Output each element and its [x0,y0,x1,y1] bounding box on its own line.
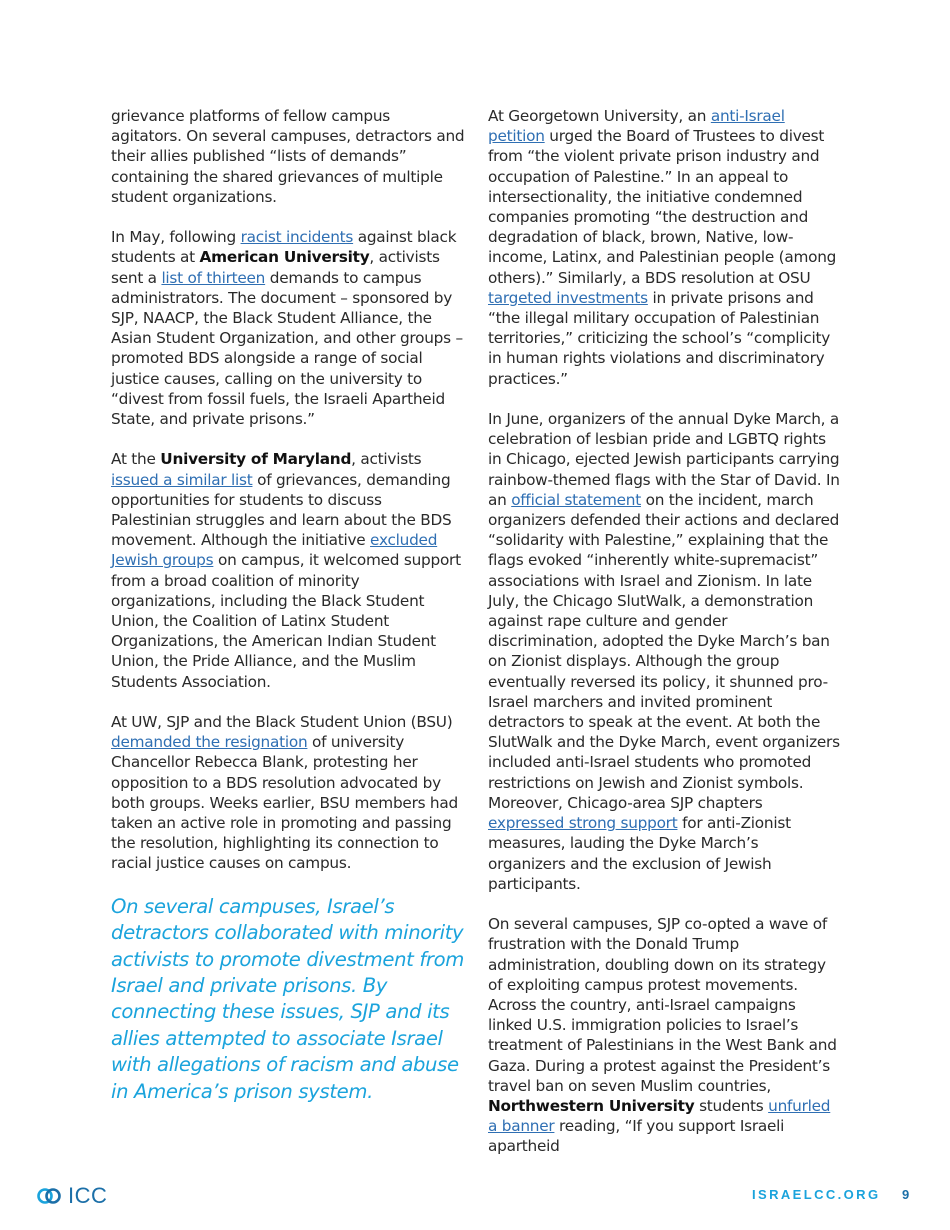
paragraph-text: grievance platforms of fellow campus agitators. On several campuses, detractors and their allies published “lists of demands” containing the shared grievances of multiple student organizations. [111,107,465,206]
bold-institution: American University [199,248,370,267]
pull-quote: On several campuses, Israel’s detractors collaborated with minority activists to promote divestment from Israel and private prisons. By connecting these issues, SJP and its allies attempted to associate Israel with allegations of racism and abuse in America’s prison system. [111,894,465,1103]
paragraph-text: on campus, it welcomed support from a broad coalition of minority organizations, including the Black Student Union, the Coalition of Latinx Student Organizations, the American Indian Student Union, the Pride Alliance, and the Muslim Students Association. [111,551,461,691]
link-list-of-thirteen[interactable]: list of thirteen [161,268,266,287]
paragraph-text: in private prisons and “the illegal military occupation of Palestinian territories,” criticizing the school’s “complicity in human rights violations and discriminatory practices.” [488,288,831,388]
paragraph-text: At Georgetown University, an [488,107,711,125]
paragraph-text: , activists [351,450,422,469]
paragraph-text: At the [111,450,161,469]
paragraph-text: students [694,1096,769,1115]
paragraph-text: against black students at [111,228,457,267]
paragraph [488,914,840,1156]
link-excluded-jewish-groups[interactable]: excluded Jewish groups [111,531,438,570]
left-column [111,106,465,1105]
paragraph-text: At UW, SJP and the Black Student Union (BSU) [111,713,453,732]
link-racist-incidents[interactable]: racist incidents [240,228,354,247]
link-targeted-investments[interactable]: targeted investments [488,288,648,307]
paragraph [111,227,465,429]
paragraph [488,106,840,389]
page-number: 9 [902,1187,910,1202]
footer-logo [36,1183,107,1209]
paragraph-text: urged the Board of Trustees to divest from “the violent private prison industry and occupation of Palestine.” In an appeal to intersectionality, the initiative condemned companies promoting “the destruction and degradation of black, brown, Native, low-income, Latinx, and Palestinian people (among others).” Similarly, a BDS resolution at OSU [488,127,837,287]
paragraph-text: of university Chancellor Rebecca Blank, protesting her opposition to a BDS resolution advocated by both groups. Weeks earlier, BSU members had taken an active role in promoting and passing the resolution, highlighting its connection to racial justice causes on campus. [111,733,458,873]
link-official-statement[interactable]: official statement [511,490,641,509]
bold-institution: University of Maryland [160,450,352,469]
footer-url[interactable]: ISRAELCC.ORG [752,1187,881,1202]
paragraph [111,449,465,691]
link-anti-israel-petition[interactable]: anti-Israel petition [488,107,785,146]
paragraph-text: , activists sent a [111,248,440,287]
paragraph [488,409,840,894]
paragraph-text: for anti-Zionist measures, lauding the Dyke March’s organizers and the exclusion of Jewish participants. [488,814,791,893]
bold-institution: Northwestern University [488,1096,695,1115]
paragraph-text: In May, following [111,228,241,247]
right-column [488,106,840,1177]
link-issued-similar-list[interactable]: issued a similar list [111,470,253,489]
paragraph-text: demands to campus administrators. The document – sponsored by SJP, NAACP, the Black Student Alliance, the Asian Student Organization, and other groups – promoted BDS alongside a range of social justice causes, calling on the university to “divest from fossil fuels, the Israeli Apartheid State, and private prisons.” [111,268,463,429]
paragraph-text: reading, “If you support Israeli apartheid [488,1117,785,1156]
logo-text: ICC [68,1183,108,1208]
paragraph [111,106,465,207]
link-expressed-strong-support[interactable]: expressed strong support [488,814,678,833]
paragraph-text: on the incident, march organizers defended their actions and declared “solidarity with Palestine,” explaining that the flags evoked “inherently white-supremacist” associations with Israel and Zionism. In late July, the Chicago SlutWalk, a demonstration against rape culture and gender discrimination, adopted the Dyke March’s ban on Zionist displays. Although the group eventually reversed its policy, it shunned pro-Israel marchers and invited prominent detractors to speak at the event. At both the SlutWalk and the Dyke March, event organizers included anti-Israel students who promoted restrictions on Jewish and Zionist symbols. Moreover, Chicago-area SJP chapters [488,490,840,812]
paragraph-text: of grievances, demanding opportunities for students to discuss Palestinian struggles and learn about the BDS movement. Although the initiative [111,470,452,550]
link-demanded-resignation[interactable]: demanded the resignation [111,733,308,752]
icc-logo-icon [36,1187,62,1205]
link-unfurled-banner[interactable]: unfurled a banner [488,1096,831,1136]
paragraph-text: On several campuses, SJP co-opted a wave of frustration with the Donald Trump administration, doubling down on its strategy of exploiting campus protest movements. Across the country, anti-Israel campaigns linked U.S. immigration policies to Israel’s treatment of Palestinians in the West Bank and Gaza. During a protest against the President’s travel ban on seven Muslim countries, [488,915,837,1095]
paragraph [111,712,465,874]
paragraph-text: In June, organizers of the annual Dyke March, a celebration of lesbian pride and LGBTQ rights in Chicago, ejected Jewish participants carrying rainbow-themed flags with the Star of David. In an [488,410,840,509]
